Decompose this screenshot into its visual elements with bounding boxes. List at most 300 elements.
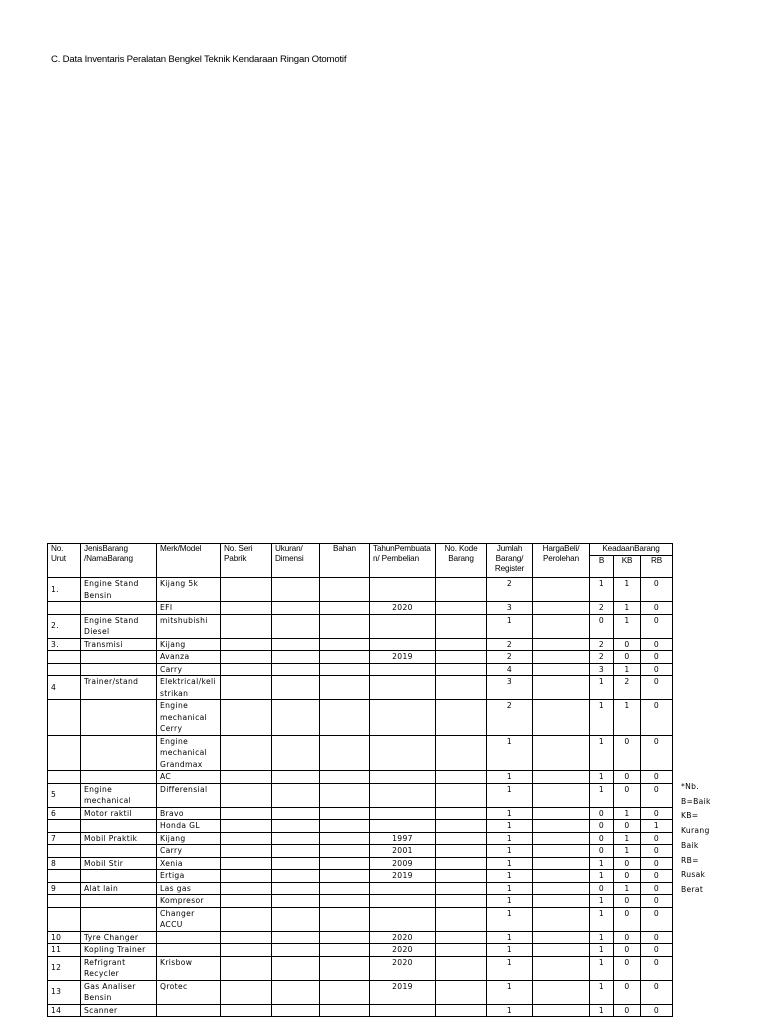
- cell-ukuran: [272, 832, 320, 845]
- cell-merk-model: Bravo: [157, 807, 221, 820]
- cell-merk-model: Las gas: [157, 882, 221, 895]
- cell-bahan: [320, 614, 370, 638]
- cell-jenis-barang: [81, 663, 157, 676]
- cell-ukuran: [272, 602, 320, 615]
- cell-b: 1: [590, 578, 614, 602]
- cell-jenis-barang: Engine mechanical: [81, 783, 157, 807]
- cell-rb: 0: [641, 895, 673, 908]
- table-row: [48, 578, 673, 602]
- cell-kb: 0: [614, 895, 641, 908]
- cell-no-urut: 2.: [48, 614, 81, 638]
- cell-bahan: [320, 895, 370, 908]
- cell-tahun: [370, 895, 436, 908]
- table-row: [48, 676, 673, 700]
- cell-no-seri: [221, 614, 272, 638]
- cell-ukuran: [272, 783, 320, 807]
- cell-harga: [533, 895, 590, 908]
- table-header: [48, 544, 673, 578]
- cell-jumlah: 1: [487, 783, 533, 807]
- cell-merk-model: Avanza: [157, 651, 221, 664]
- cell-no-kode: [436, 1004, 487, 1017]
- table-row: [48, 845, 673, 858]
- cell-tahun: [370, 882, 436, 895]
- cell-kb: 0: [614, 907, 641, 931]
- note-line: RB=: [681, 855, 699, 865]
- cell-no-seri: [221, 638, 272, 651]
- cell-kb: 0: [614, 931, 641, 944]
- table-row: [48, 956, 673, 980]
- cell-no-kode: [436, 845, 487, 858]
- cell-rb: 0: [641, 882, 673, 895]
- cell-no-seri: [221, 578, 272, 602]
- cell-harga: [533, 956, 590, 980]
- cell-merk-model: Differensial: [157, 783, 221, 807]
- cell-harga: [533, 1004, 590, 1017]
- header-no-kode: No. Kode Barang: [436, 544, 487, 578]
- cell-bahan: [320, 870, 370, 883]
- cell-harga: [533, 602, 590, 615]
- cell-jenis-barang: Kopling Trainer: [81, 944, 157, 957]
- cell-b: 0: [590, 820, 614, 833]
- cell-jenis-barang: Engine Stand Diesel: [81, 614, 157, 638]
- cell-merk-model: Kompresor: [157, 895, 221, 908]
- cell-harga: [533, 870, 590, 883]
- cell-jumlah: 3: [487, 676, 533, 700]
- cell-no-urut: [48, 735, 81, 771]
- cell-harga: [533, 882, 590, 895]
- cell-no-urut: 7: [48, 832, 81, 845]
- cell-no-urut: [48, 651, 81, 664]
- cell-no-urut: [48, 845, 81, 858]
- cell-no-kode: [436, 907, 487, 931]
- cell-jumlah: 3: [487, 602, 533, 615]
- cell-kb: 0: [614, 638, 641, 651]
- cell-no-urut: [48, 907, 81, 931]
- cell-kb: 2: [614, 676, 641, 700]
- cell-b: 2: [590, 651, 614, 664]
- cell-merk-model: Carry: [157, 845, 221, 858]
- cell-bahan: [320, 676, 370, 700]
- cell-jenis-barang: Gas Analiser Bensin: [81, 980, 157, 1004]
- cell-no-urut: 13: [48, 980, 81, 1004]
- cell-rb: 0: [641, 614, 673, 638]
- cell-jenis-barang: [81, 771, 157, 784]
- cell-kb: 1: [614, 663, 641, 676]
- cell-tahun: [370, 820, 436, 833]
- cell-no-kode: [436, 771, 487, 784]
- cell-no-urut: 1.: [48, 578, 81, 602]
- cell-no-kode: [436, 638, 487, 651]
- cell-no-seri: [221, 1004, 272, 1017]
- cell-bahan: [320, 820, 370, 833]
- cell-merk-model: [157, 1004, 221, 1017]
- note-line: KB=: [681, 811, 699, 821]
- cell-bahan: [320, 783, 370, 807]
- cell-b: 1: [590, 895, 614, 908]
- cell-kb: 1: [614, 807, 641, 820]
- cell-no-seri: [221, 870, 272, 883]
- cell-merk-model: Xenia: [157, 857, 221, 870]
- cell-rb: 0: [641, 771, 673, 784]
- cell-merk-model: Changer ACCU: [157, 907, 221, 931]
- cell-jenis-barang: [81, 870, 157, 883]
- cell-kb: 0: [614, 735, 641, 771]
- cell-rb: 0: [641, 1004, 673, 1017]
- cell-kb: 1: [614, 832, 641, 845]
- cell-ukuran: [272, 857, 320, 870]
- table-body: [48, 578, 673, 1017]
- table-row: [48, 931, 673, 944]
- cell-jenis-barang: Motor raktil: [81, 807, 157, 820]
- cell-tahun: 2019: [370, 870, 436, 883]
- cell-rb: 0: [641, 857, 673, 870]
- cell-kb: 1: [614, 578, 641, 602]
- cell-tahun: [370, 807, 436, 820]
- cell-no-urut: [48, 700, 81, 736]
- table-row: [48, 1004, 673, 1017]
- cell-b: 0: [590, 845, 614, 858]
- cell-b: 1: [590, 907, 614, 931]
- cell-no-urut: [48, 820, 81, 833]
- cell-ukuran: [272, 651, 320, 664]
- cell-no-kode: [436, 980, 487, 1004]
- cell-ukuran: [272, 980, 320, 1004]
- cell-rb: 0: [641, 700, 673, 736]
- cell-rb: 0: [641, 931, 673, 944]
- note-line: *Nb.: [681, 782, 699, 791]
- cell-b: 0: [590, 832, 614, 845]
- cell-no-seri: [221, 882, 272, 895]
- cell-jenis-barang: Mobil Praktik: [81, 832, 157, 845]
- cell-no-urut: 10: [48, 931, 81, 944]
- cell-harga: [533, 700, 590, 736]
- cell-no-seri: [221, 895, 272, 908]
- table-row: [48, 944, 673, 957]
- cell-jumlah: 1: [487, 832, 533, 845]
- cell-kb: 0: [614, 944, 641, 957]
- cell-merk-model: Honda GL: [157, 820, 221, 833]
- cell-jenis-barang: [81, 700, 157, 736]
- cell-merk-model: Engine mechanical Grandmax: [157, 735, 221, 771]
- cell-ukuran: [272, 956, 320, 980]
- cell-no-seri: [221, 944, 272, 957]
- cell-no-kode: [436, 944, 487, 957]
- table-row: [48, 895, 673, 908]
- cell-b: 1: [590, 980, 614, 1004]
- cell-ukuran: [272, 1004, 320, 1017]
- cell-jumlah: 1: [487, 882, 533, 895]
- cell-b: 0: [590, 807, 614, 820]
- cell-ukuran: [272, 700, 320, 736]
- cell-harga: [533, 638, 590, 651]
- cell-b: 1: [590, 676, 614, 700]
- cell-rb: 0: [641, 956, 673, 980]
- cell-no-kode: [436, 807, 487, 820]
- cell-merk-model: Carry: [157, 663, 221, 676]
- header-jumlah: Jumlah Barang/ Register: [487, 544, 533, 578]
- header-jenis-barang: JenisBarang /NamaBarang: [81, 544, 157, 578]
- cell-no-seri: [221, 700, 272, 736]
- cell-b: 1: [590, 857, 614, 870]
- cell-harga: [533, 578, 590, 602]
- cell-merk-model: Ertiga: [157, 870, 221, 883]
- cell-no-seri: [221, 980, 272, 1004]
- cell-bahan: [320, 735, 370, 771]
- cell-merk-model: Qrotec: [157, 980, 221, 1004]
- cell-no-urut: 14: [48, 1004, 81, 1017]
- cell-ukuran: [272, 771, 320, 784]
- table-row: [48, 783, 673, 807]
- header-no-seri: No. Seri Pabrik: [221, 544, 272, 578]
- cell-jumlah: 1: [487, 1004, 533, 1017]
- cell-no-urut: [48, 870, 81, 883]
- cell-jenis-barang: [81, 735, 157, 771]
- cell-kb: 1: [614, 882, 641, 895]
- cell-jenis-barang: [81, 820, 157, 833]
- cell-merk-model: [157, 944, 221, 957]
- cell-no-kode: [436, 820, 487, 833]
- cell-kb: 0: [614, 956, 641, 980]
- table-row: [48, 807, 673, 820]
- cell-tahun: 2019: [370, 980, 436, 1004]
- cell-harga: [533, 651, 590, 664]
- cell-no-seri: [221, 931, 272, 944]
- cell-rb: 0: [641, 735, 673, 771]
- cell-kb: 1: [614, 614, 641, 638]
- cell-jenis-barang: Trainer/stand: [81, 676, 157, 700]
- cell-tahun: [370, 735, 436, 771]
- cell-tahun: [370, 1004, 436, 1017]
- cell-no-kode: [436, 700, 487, 736]
- table-row: [48, 651, 673, 664]
- cell-harga: [533, 783, 590, 807]
- cell-ukuran: [272, 845, 320, 858]
- table-row: [48, 700, 673, 736]
- cell-merk-model: Engine mechanical Cerry: [157, 700, 221, 736]
- cell-ukuran: [272, 614, 320, 638]
- cell-bahan: [320, 638, 370, 651]
- header-rb: RB: [641, 556, 673, 578]
- table-row: [48, 907, 673, 931]
- cell-merk-model: mitshubishi: [157, 614, 221, 638]
- cell-merk-model: Elektrical/kelistrikan: [157, 676, 221, 700]
- cell-jumlah: 2: [487, 638, 533, 651]
- cell-no-kode: [436, 578, 487, 602]
- cell-rb: 0: [641, 832, 673, 845]
- cell-rb: 0: [641, 783, 673, 807]
- cell-ukuran: [272, 820, 320, 833]
- header-keadaan: KeadaanBarang: [590, 544, 673, 556]
- cell-harga: [533, 931, 590, 944]
- cell-ukuran: [272, 638, 320, 651]
- cell-no-kode: [436, 676, 487, 700]
- cell-rb: 0: [641, 602, 673, 615]
- cell-harga: [533, 944, 590, 957]
- cell-b: 3: [590, 663, 614, 676]
- cell-ukuran: [272, 882, 320, 895]
- cell-rb: 0: [641, 638, 673, 651]
- cell-tahun: [370, 771, 436, 784]
- table-row: [48, 882, 673, 895]
- cell-no-urut: 9: [48, 882, 81, 895]
- cell-no-urut: 6: [48, 807, 81, 820]
- cell-tahun: [370, 638, 436, 651]
- cell-bahan: [320, 700, 370, 736]
- cell-kb: 0: [614, 1004, 641, 1017]
- cell-rb: 0: [641, 651, 673, 664]
- cell-jumlah: 1: [487, 845, 533, 858]
- cell-jumlah: 1: [487, 931, 533, 944]
- cell-jumlah: 2: [487, 651, 533, 664]
- cell-ukuran: [272, 578, 320, 602]
- cell-b: 1: [590, 956, 614, 980]
- cell-kb: 0: [614, 651, 641, 664]
- note-line: Kurang: [681, 826, 710, 836]
- cell-kb: 0: [614, 820, 641, 833]
- inventory-table: [47, 543, 673, 1017]
- cell-merk-model: EFI: [157, 602, 221, 615]
- cell-bahan: [320, 578, 370, 602]
- cell-b: 1: [590, 944, 614, 957]
- cell-kb: 0: [614, 783, 641, 807]
- cell-kb: 0: [614, 857, 641, 870]
- cell-bahan: [320, 832, 370, 845]
- cell-b: 1: [590, 931, 614, 944]
- cell-bahan: [320, 651, 370, 664]
- cell-no-kode: [436, 857, 487, 870]
- cell-no-seri: [221, 676, 272, 700]
- cell-jumlah: 1: [487, 857, 533, 870]
- cell-harga: [533, 832, 590, 845]
- note-line: Berat: [681, 884, 704, 894]
- cell-b: 0: [590, 882, 614, 895]
- cell-no-seri: [221, 663, 272, 676]
- cell-no-urut: 8: [48, 857, 81, 870]
- cell-no-seri: [221, 832, 272, 845]
- cell-jumlah: 4: [487, 663, 533, 676]
- cell-no-kode: [436, 832, 487, 845]
- cell-merk-model: Kijang: [157, 832, 221, 845]
- note-line: Rusak: [681, 870, 706, 880]
- cell-harga: [533, 676, 590, 700]
- table-row: [48, 771, 673, 784]
- cell-rb: 0: [641, 944, 673, 957]
- header-bahan: Bahan: [320, 544, 370, 578]
- cell-kb: 0: [614, 870, 641, 883]
- cell-tahun: [370, 614, 436, 638]
- cell-ukuran: [272, 895, 320, 908]
- table-row: [48, 614, 673, 638]
- cell-harga: [533, 907, 590, 931]
- cell-no-seri: [221, 907, 272, 931]
- cell-tahun: [370, 700, 436, 736]
- cell-tahun: 2020: [370, 931, 436, 944]
- cell-jenis-barang: Transmisi: [81, 638, 157, 651]
- cell-rb: 1: [641, 820, 673, 833]
- cell-no-kode: [436, 735, 487, 771]
- cell-rb: 0: [641, 807, 673, 820]
- cell-harga: [533, 820, 590, 833]
- cell-rb: 0: [641, 676, 673, 700]
- cell-no-urut: 4: [48, 676, 81, 700]
- cell-no-urut: 5: [48, 783, 81, 807]
- cell-no-seri: [221, 956, 272, 980]
- cell-bahan: [320, 602, 370, 615]
- cell-b: 2: [590, 602, 614, 615]
- cell-harga: [533, 735, 590, 771]
- cell-merk-model: Kijang 5k: [157, 578, 221, 602]
- cell-bahan: [320, 771, 370, 784]
- cell-no-seri: [221, 845, 272, 858]
- table-row: [48, 857, 673, 870]
- cell-no-kode: [436, 956, 487, 980]
- cell-jumlah: 1: [487, 895, 533, 908]
- document-title: C. Data Inventaris Peralatan Bengkel Teknik Kendaraan Ringan Otomotif: [51, 54, 347, 65]
- cell-jumlah: 1: [487, 956, 533, 980]
- cell-harga: [533, 614, 590, 638]
- cell-rb: 0: [641, 845, 673, 858]
- cell-jenis-barang: Refrigrant Recycler: [81, 956, 157, 980]
- cell-merk-model: AC: [157, 771, 221, 784]
- cell-no-kode: [436, 614, 487, 638]
- cell-harga: [533, 807, 590, 820]
- cell-b: 2: [590, 638, 614, 651]
- cell-tahun: 2020: [370, 602, 436, 615]
- table-row: [48, 820, 673, 833]
- cell-rb: 0: [641, 980, 673, 1004]
- cell-no-seri: [221, 602, 272, 615]
- cell-no-urut: [48, 771, 81, 784]
- cell-jenis-barang: [81, 845, 157, 858]
- cell-jumlah: 2: [487, 700, 533, 736]
- cell-b: 1: [590, 870, 614, 883]
- header-tahun: TahunPembuatan/ Pembelian: [370, 544, 436, 578]
- cell-jenis-barang: [81, 907, 157, 931]
- cell-no-kode: [436, 783, 487, 807]
- cell-ukuran: [272, 907, 320, 931]
- cell-rb: 0: [641, 578, 673, 602]
- legend-note: [681, 780, 731, 898]
- cell-no-kode: [436, 895, 487, 908]
- cell-jumlah: 1: [487, 944, 533, 957]
- cell-jenis-barang: [81, 895, 157, 908]
- cell-bahan: [320, 931, 370, 944]
- cell-tahun: 2020: [370, 944, 436, 957]
- cell-no-kode: [436, 602, 487, 615]
- cell-no-urut: 3.: [48, 638, 81, 651]
- cell-b: 1: [590, 735, 614, 771]
- header-ukuran: Ukuran/ Dimensi: [272, 544, 320, 578]
- cell-bahan: [320, 663, 370, 676]
- cell-jumlah: 1: [487, 807, 533, 820]
- cell-bahan: [320, 944, 370, 957]
- cell-jenis-barang: Engine Stand Bensin: [81, 578, 157, 602]
- cell-bahan: [320, 882, 370, 895]
- cell-merk-model: Krisbow: [157, 956, 221, 980]
- table-row: [48, 980, 673, 1004]
- cell-jenis-barang: Scanner: [81, 1004, 157, 1017]
- cell-bahan: [320, 956, 370, 980]
- cell-tahun: 1997: [370, 832, 436, 845]
- cell-harga: [533, 663, 590, 676]
- table-row: [48, 832, 673, 845]
- cell-no-kode: [436, 931, 487, 944]
- cell-bahan: [320, 857, 370, 870]
- table-row: [48, 870, 673, 883]
- cell-jenis-barang: [81, 602, 157, 615]
- cell-no-urut: [48, 663, 81, 676]
- header-harga: HargaBeli/ Perolehan: [533, 544, 590, 578]
